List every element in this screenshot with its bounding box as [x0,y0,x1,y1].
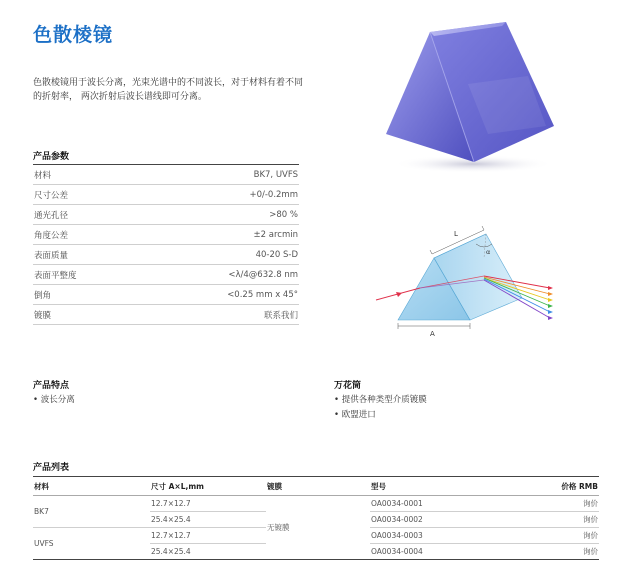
list-item: • 提供各种类型介质镀膜 [334,393,427,408]
product-list-heading: 产品列表 [33,463,70,473]
param-value: >80 % [269,209,298,220]
params-row [33,305,299,325]
features-list [33,393,75,408]
price-cell: 询价 [520,512,599,528]
param-key: 通光孔径 [34,210,69,221]
size-cell: 12.7×12.7 [150,496,266,512]
param-key: 表面质量 [34,250,69,261]
model-cell: OA0034-0004 [370,544,520,560]
param-value: 40-20 S-D [255,249,298,260]
brand-list [334,393,427,423]
table-header-row [33,477,599,496]
table-row [33,496,599,512]
params-table [33,164,299,325]
intro-text: 色散棱镜用于波长分离，光束光谱中的不同波长，对于材料有着不同的折射率， 两次折射后波长谱线即可分离。 [33,78,304,102]
param-value: <λ/4@632.8 nm [228,269,298,280]
size-cell: 25.4×25.4 [150,544,266,560]
dispersion-diagram [372,214,604,344]
param-value: ±2 arcmin [253,229,298,240]
diagram-label-alpha: α [486,248,491,256]
param-key: 尺寸公差 [34,190,69,201]
param-key: 材料 [34,170,52,181]
size-cell: 25.4×25.4 [150,512,266,528]
column-header: 型号 [370,477,520,496]
param-key: 镀膜 [34,310,52,321]
price-cell: 询价 [520,528,599,544]
model-cell: OA0034-0002 [370,512,520,528]
param-value: BK7, UVFS [253,169,298,180]
price-cell: 询价 [520,496,599,512]
params-row [33,205,299,225]
material-cell: UVFS [33,528,150,560]
column-header: 材料 [33,477,150,496]
param-key: 表面平整度 [34,270,77,281]
column-header: 尺寸 A×L,mm [150,477,266,496]
params-row [33,185,299,205]
params-row [33,245,299,265]
param-key: 角度公差 [34,230,69,241]
diagram-label-l: L [454,230,458,238]
param-value: 联系我们 [263,310,298,321]
param-key: 倒角 [34,290,52,301]
product-table [33,476,599,560]
column-header: 价格 RMB [520,477,599,496]
coating-cell: 无镀膜 [266,496,370,560]
column-header: 镀膜 [266,477,370,496]
material-cell: BK7 [33,496,150,528]
params-row [33,265,299,285]
list-item: • 欧盟进口 [334,408,427,423]
features-heading: 产品特点 [33,381,70,391]
size-cell: 12.7×12.7 [150,528,266,544]
page-title: 色散棱镜 [33,24,114,46]
params-row [33,285,299,305]
param-value: <0.25 mm x 45° [227,289,298,300]
model-cell: OA0034-0003 [370,528,520,544]
price-cell: 询价 [520,544,599,560]
brand-heading: 万花筒 [334,381,362,391]
param-value: +0/-0.2mm [249,189,298,200]
list-item: • 波长分离 [33,393,75,408]
model-cell: OA0034-0001 [370,496,520,512]
prism-product-image [378,14,558,174]
params-row [33,225,299,245]
params-row [33,165,299,185]
params-heading: 产品参数 [33,152,70,162]
diagram-label-a: A [430,330,435,338]
